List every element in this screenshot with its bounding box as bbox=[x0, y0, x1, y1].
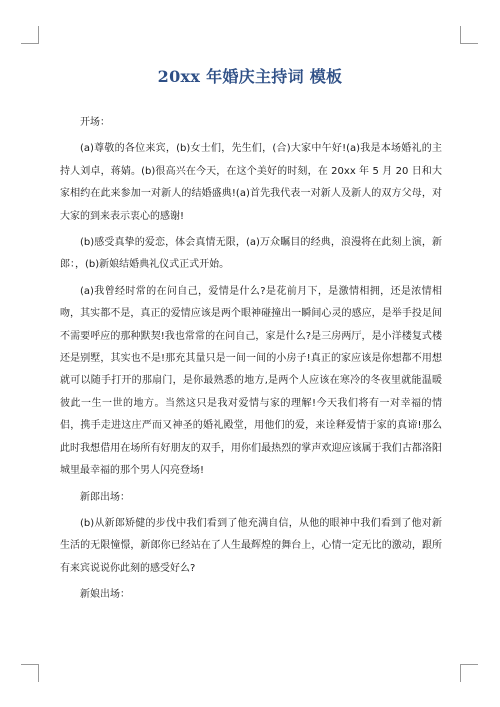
paragraph: (a)我曾经时常的在问自己，爱情是什么?是花前月下，是激情相拥，还是浓情相吻，其实都不是，真正的爱情应该是两个眼神碰撞出一瞬间心灵的感应，是举手投足间不需要呼应的那种默契!我也常常的在问自己，家是什么?是三房两厅，是小洋楼复式楼还是别墅，其实也不是!那充其量只是一间一间的小房子!真正的家应该是你想都不用想就可以随手打开的那扇门，是你最熟悉的地方,是两个人应该在寒冷的冬夜里就能温暖彼此一生一世的地方。当然这只是我对爱情与家的理解!今天我们将有一对幸福的情侣，携手走进这庄严而又神圣的婚礼殿堂，用他们的爱，来诠释爱情于家的真谛!那么此时我想借用在场所有好朋友的双手，用你们最热烈的掌声欢迎应该属于我们古都洛阳城里最幸福的那个男人闪亮登场! bbox=[60, 285, 442, 477]
document-body bbox=[60, 112, 442, 611]
crop-mark-bottom-right bbox=[460, 664, 478, 682]
section-heading-groom-entrance: 新郎出场： bbox=[80, 491, 130, 503]
crop-mark-top-left bbox=[21, 26, 39, 44]
section-heading-opening: 开场： bbox=[80, 117, 110, 128]
section-heading-bride-entrance: 新娘出场： bbox=[80, 589, 130, 601]
crop-mark-bottom-left bbox=[21, 664, 39, 682]
crop-mark-top-right bbox=[460, 26, 478, 44]
paragraph: (a)尊敬的各位来宾，(b)女士们，先生们，(合)大家中午好!(a)我是本场婚礼的主持人刘卓，蒋婧。(b)很高兴在今天，在这个美好的时刻，在 20xx 年 5 月 20 日和大家相约在此来参加一对新人的结婚盛典!(a)首先我代表一对新人及新人的双方父母，对大家的到来表示衷心的感谢! bbox=[60, 143, 442, 222]
paragraph: (b)从新郎矫健的步伐中我们看到了他充满自信，从他的眼神中我们看到了他对新生活的无限憧憬，新郎你已经站在了人生最辉煌的舞台上，心情一定无比的激动，跟所有来宾说说你此刻的感受好么? bbox=[60, 517, 442, 574]
document-title: 20xx 年婚庆主持词 模板 bbox=[157, 67, 343, 86]
paragraph: (b)感受真挚的爱恋，体会真情无限，(a)万众瞩目的经典，浪漫将在此刻上演，新郎：，(b)新娘结婚典礼仪式正式开始。 bbox=[60, 237, 442, 271]
